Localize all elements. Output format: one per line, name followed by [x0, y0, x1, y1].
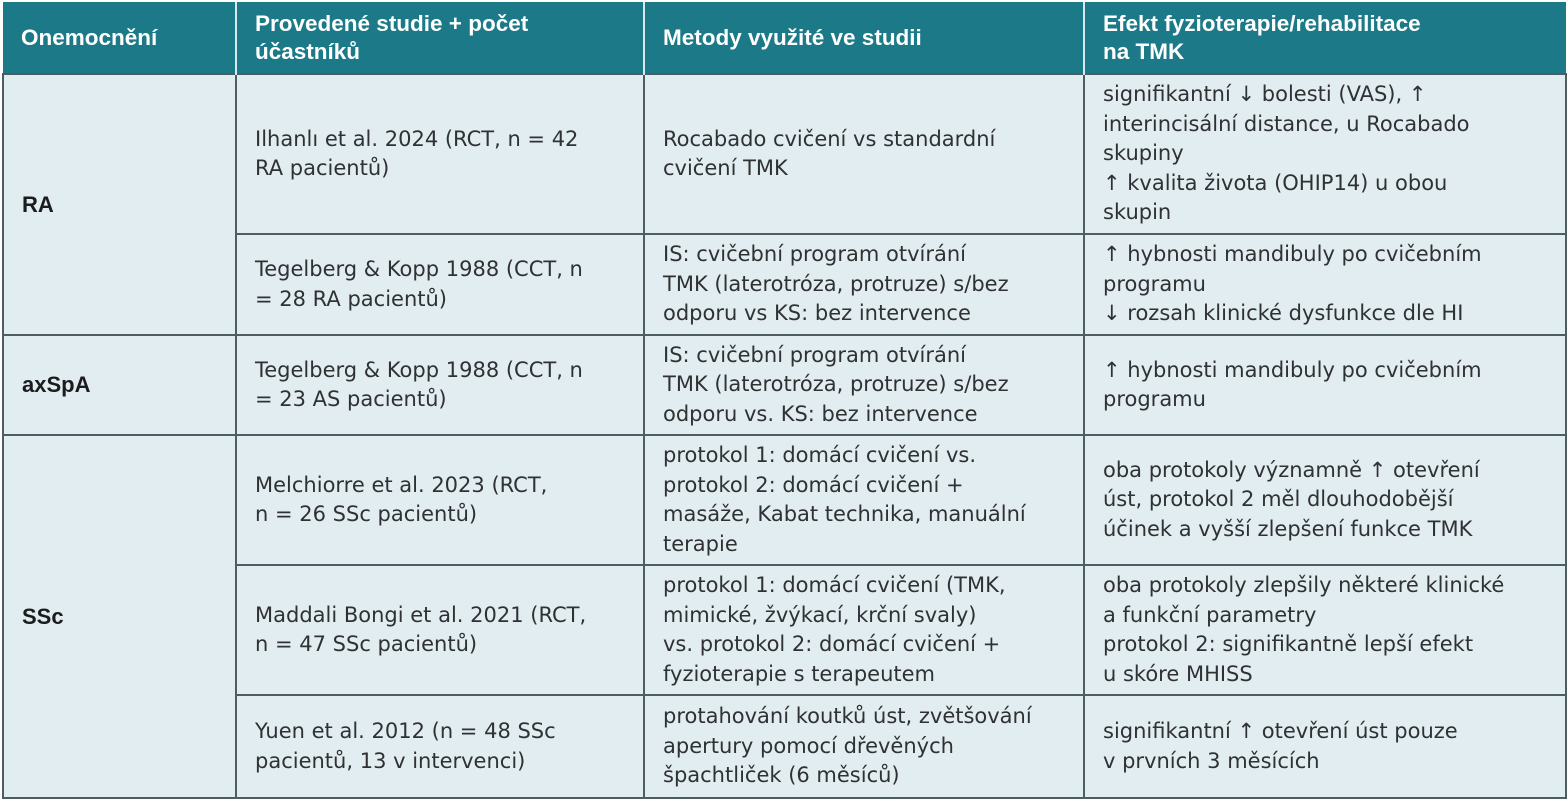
methods-cell: protahování koutků úst, zvětšování apertury pomocí dřevěných špachtliček (6 měsíců) [644, 695, 1084, 798]
table-row [3, 234, 1566, 335]
methods-cell: Rocabado cvičení vs standardní cvičení TMK [644, 74, 1084, 234]
disease-cell: SSc [3, 435, 236, 798]
header-studies: Provedené studie + počet účastníků [236, 2, 644, 74]
methods-cell: IS: cvičební program otvírání TMK (laterotróza, protruze) s/bez odporu vs. KS: bez intervence [644, 335, 1084, 435]
disease-cell: RA [3, 74, 236, 335]
effect-cell: ↑ hybnosti mandibuly po cvičebním programu [1084, 335, 1566, 435]
header-row [3, 2, 1566, 74]
methods-cell: IS: cvičební program otvírání TMK (laterotróza, protruze) s/bez odporu vs KS: bez intervence [644, 234, 1084, 335]
physiotherapy-studies-table [2, 2, 1567, 799]
effect-cell: signifikantní ↑ otevření úst pouze v prvních 3 měsících [1084, 695, 1566, 798]
study-cell: Tegelberg & Kopp 1988 (CCT, n = 23 AS pacientů) [236, 335, 644, 435]
table-row [3, 695, 1566, 798]
table-body [3, 74, 1566, 798]
table-row [3, 435, 1566, 565]
table-row [3, 335, 1566, 435]
table-row [3, 565, 1566, 695]
header-disease: Onemocnění [3, 2, 236, 74]
study-cell: Yuen et al. 2012 (n = 48 SSc pacientů, 13 v intervenci) [236, 695, 644, 798]
study-cell: Ilhanlı et al. 2024 (RCT, n = 42 RA pacientů) [236, 74, 644, 234]
methods-cell: protokol 1: domácí cvičení (TMK, mimické, žvýkací, krční svaly) vs. protokol 2: domácí cvičení + fyzioterapie s terapeutem [644, 565, 1084, 695]
header-methods: Metody využité ve studii [644, 2, 1084, 74]
header-effect: Efekt fyzioterapie/rehabilitace na TMK [1084, 2, 1566, 74]
table-row [3, 74, 1566, 234]
study-cell: Maddali Bongi et al. 2021 (RCT, n = 47 SSc pacientů) [236, 565, 644, 695]
methods-cell: protokol 1: domácí cvičení vs. protokol 2: domácí cvičení + masáže, Kabat technika, manuální terapie [644, 435, 1084, 565]
study-cell: Tegelberg & Kopp 1988 (CCT, n = 28 RA pacientů) [236, 234, 644, 335]
effect-cell: signifikantní ↓ bolesti (VAS), ↑ interincisální distance, u Rocabado skupiny ↑ kvalita života (OHIP14) u obou skupin [1084, 74, 1566, 234]
table-header [3, 2, 1566, 74]
effect-cell: ↑ hybnosti mandibuly po cvičebním programu ↓ rozsah klinické dysfunkce dle HI [1084, 234, 1566, 335]
disease-cell: axSpA [3, 335, 236, 435]
effect-cell: oba protokoly významně ↑ otevření úst, protokol 2 měl dlouhodobější účinek a vyšší zlepšení funkce TMK [1084, 435, 1566, 565]
effect-cell: oba protokoly zlepšily některé klinické a funkční parametry protokol 2: signifikantně lepší efekt u skóre MHISS [1084, 565, 1566, 695]
study-cell: Melchiorre et al. 2023 (RCT, n = 26 SSc pacientů) [236, 435, 644, 565]
